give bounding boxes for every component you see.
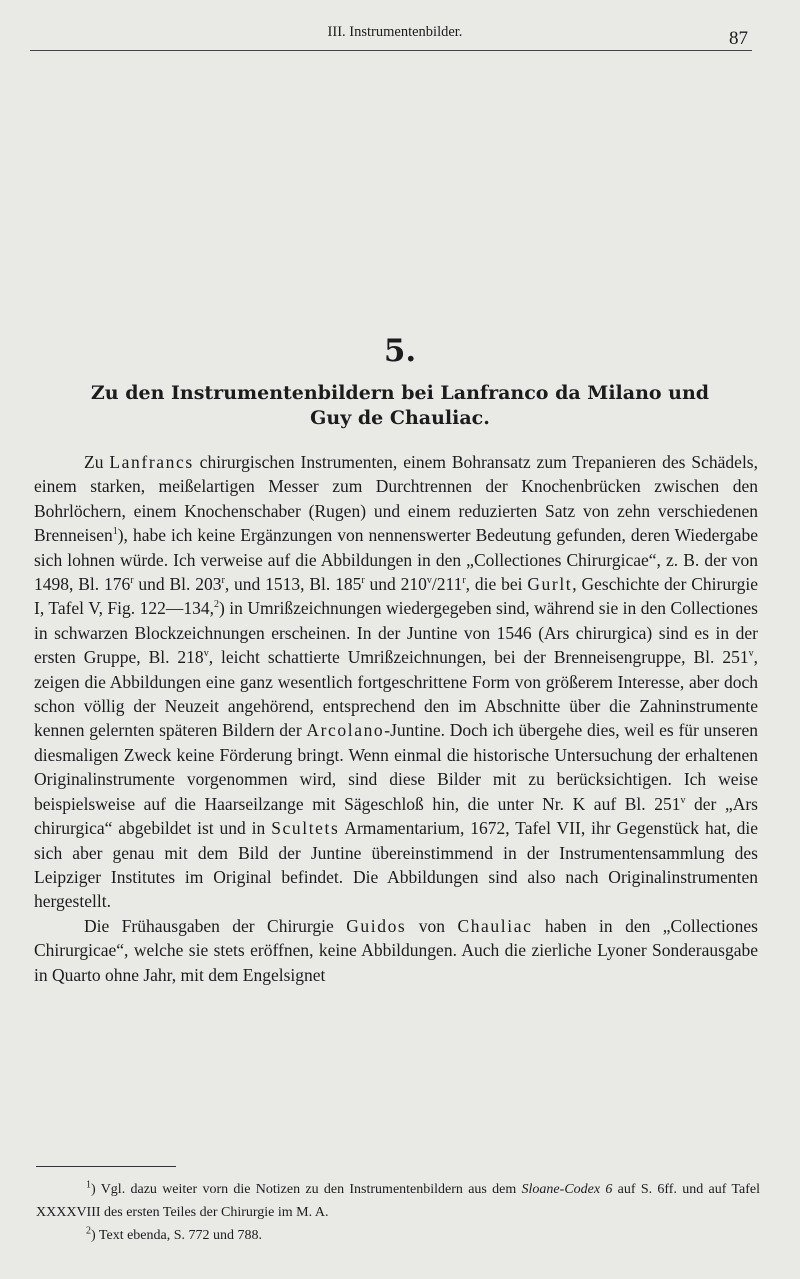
text-run: chirurgischen Instrumenten, einem Bohransatz zum Trepanieren des Schädels, einem starken, meißelartigen Messer zum Durchtrennen der Knochenbrücken zwischen den Bohrlöchern, einem Knochenschaber (Rugen) und einem reduzierten Satz von zehn verschiedenen Brenneisen: [34, 452, 758, 546]
superscript: r: [361, 575, 365, 587]
person-name-gurlt: Gurlt: [527, 574, 573, 595]
body-text: [34, 450, 758, 987]
text-run: , die bei: [465, 574, 528, 595]
chapter-title-line-1: Zu den Instrumentenbildern bei Lanfranco da Milano und: [90, 382, 710, 404]
person-name-chauliac: Chauliac: [457, 915, 533, 936]
text-run: ) Vgl. dazu weiter vorn die Notizen zu den Instrumentenbildern aus dem: [91, 1182, 522, 1197]
text-run: der „Ars chirurgica“ abgebildet ist und in: [34, 793, 758, 839]
text-run: , leicht schattierte Umrißzeichnungen, bei der Brenneisengruppe, Bl. 251: [208, 647, 749, 668]
person-name-scultet: Scultets: [271, 818, 340, 839]
superscript: v: [680, 794, 686, 806]
chapter-title: [40, 381, 760, 431]
footnote-ref-2[interactable]: 2: [214, 599, 219, 611]
paragraph-1: [34, 450, 758, 914]
text-run: ) in Umrißzeichnungen wiedergegeben sind, während sie in den Collectiones in schwarzen Blockzeichnungen erscheinen. In der Juntine von 1546 (Ars chirurgica) sind es in der ersten Gruppe, Bl. 218: [34, 598, 758, 668]
superscript: v: [203, 648, 209, 660]
text-run: ) Text ebenda, S. 772 und 788.: [91, 1228, 263, 1243]
page-number: 87: [729, 28, 748, 49]
footnote-marker: 2: [86, 1225, 91, 1237]
footnote-ref-1[interactable]: 1: [112, 526, 118, 538]
text-run: , zeigen die Abbildungen eine ganz wesentlich fortgeschrittene Form von größerem Interesse, aber doch schon völlig der Neuzeit angehörend, entsprechend den im Abschnitte über die Zahninstrumente kennen gelernten späteren Bildern der: [34, 647, 758, 741]
footnotes: [36, 1178, 760, 1247]
text-run: und 210: [364, 574, 427, 595]
header-rule: [30, 50, 752, 51]
footnote-marker: 1: [86, 1179, 91, 1191]
person-name-lanfranc: Lanfrancs: [109, 452, 194, 472]
paragraph-2: [34, 914, 758, 987]
text-run: , und 1513, Bl. 185: [224, 574, 362, 595]
text-run: haben in den „Collectiones Chirurgicae“, welche sie stets eröffnen, keine Abbildungen. Auch die zierliche Lyoner Sonderausgabe in Quarto ohne Jahr, mit dem Engelsignet: [34, 915, 758, 985]
person-name-arcolano: Arcolano: [306, 720, 385, 741]
codex-name: Sloane-Codex 6: [521, 1182, 613, 1197]
text-run: und Bl. 203: [133, 574, 222, 595]
superscript: v: [426, 575, 432, 587]
text-run: auf S. 6ff. und auf Tafel XXXXVIII des ersten Teiles der Chirurgie im M. A.: [36, 1182, 760, 1220]
text-run: Die Frühausgaben der Chirurgie: [84, 915, 347, 936]
text-run: -Juntine. Doch ich übergehe dies, weil es für unseren diesmaligen Zweck keine Förderung bringt. Wenn einmal die historische Untersuchung der erhaltenen Originalinstrumente vorgenommen wird, sind diese Bilder mit zu berücksichtigen. Ich weise beispielsweise auf die Haarseilzange mit Sägeschloß hin, die unter Nr. K auf Bl. 251: [34, 720, 758, 814]
text-run: von: [406, 915, 458, 936]
footnote-1: [36, 1178, 760, 1224]
superscript: r: [462, 575, 466, 587]
text-run: Armamentarium, 1672, Tafel VII, ihr Gegenstück hat, die sich aber genau mit dem Bild der Juntine übereinstimmend in der Instrumentensammlung des Leipziger Institutes im Original befindet. Die Abbildungen sind also nach Originalinstrumenten hergestellt.: [34, 818, 758, 912]
text-run: /211: [431, 574, 463, 595]
chapter-title-line-2: Guy de Chauliac.: [310, 407, 490, 429]
text-run: ), habe ich keine Ergänzungen von nennenswerter Bedeutung gefunden, deren Wiedergabe sich lohnen würde. Ich verweise auf die Abbildungen in den „Collectiones Chirurgicae“, z. B. der von 1498, Bl. 176: [34, 525, 758, 595]
chapter-number: 5.: [383, 333, 417, 369]
footnote-rule: [36, 1166, 176, 1167]
superscript: r: [221, 575, 225, 587]
running-title: III. Instrumentenbilder.: [327, 24, 463, 40]
text-run: Zu: [84, 452, 110, 472]
person-name-guido: Guidos: [346, 915, 407, 936]
superscript: r: [130, 575, 134, 587]
footnote-2: [36, 1224, 760, 1247]
superscript: v: [748, 648, 754, 660]
text-run: , Geschichte der Chirurgie I, Tafel V, Fig. 122—134,: [34, 574, 758, 619]
